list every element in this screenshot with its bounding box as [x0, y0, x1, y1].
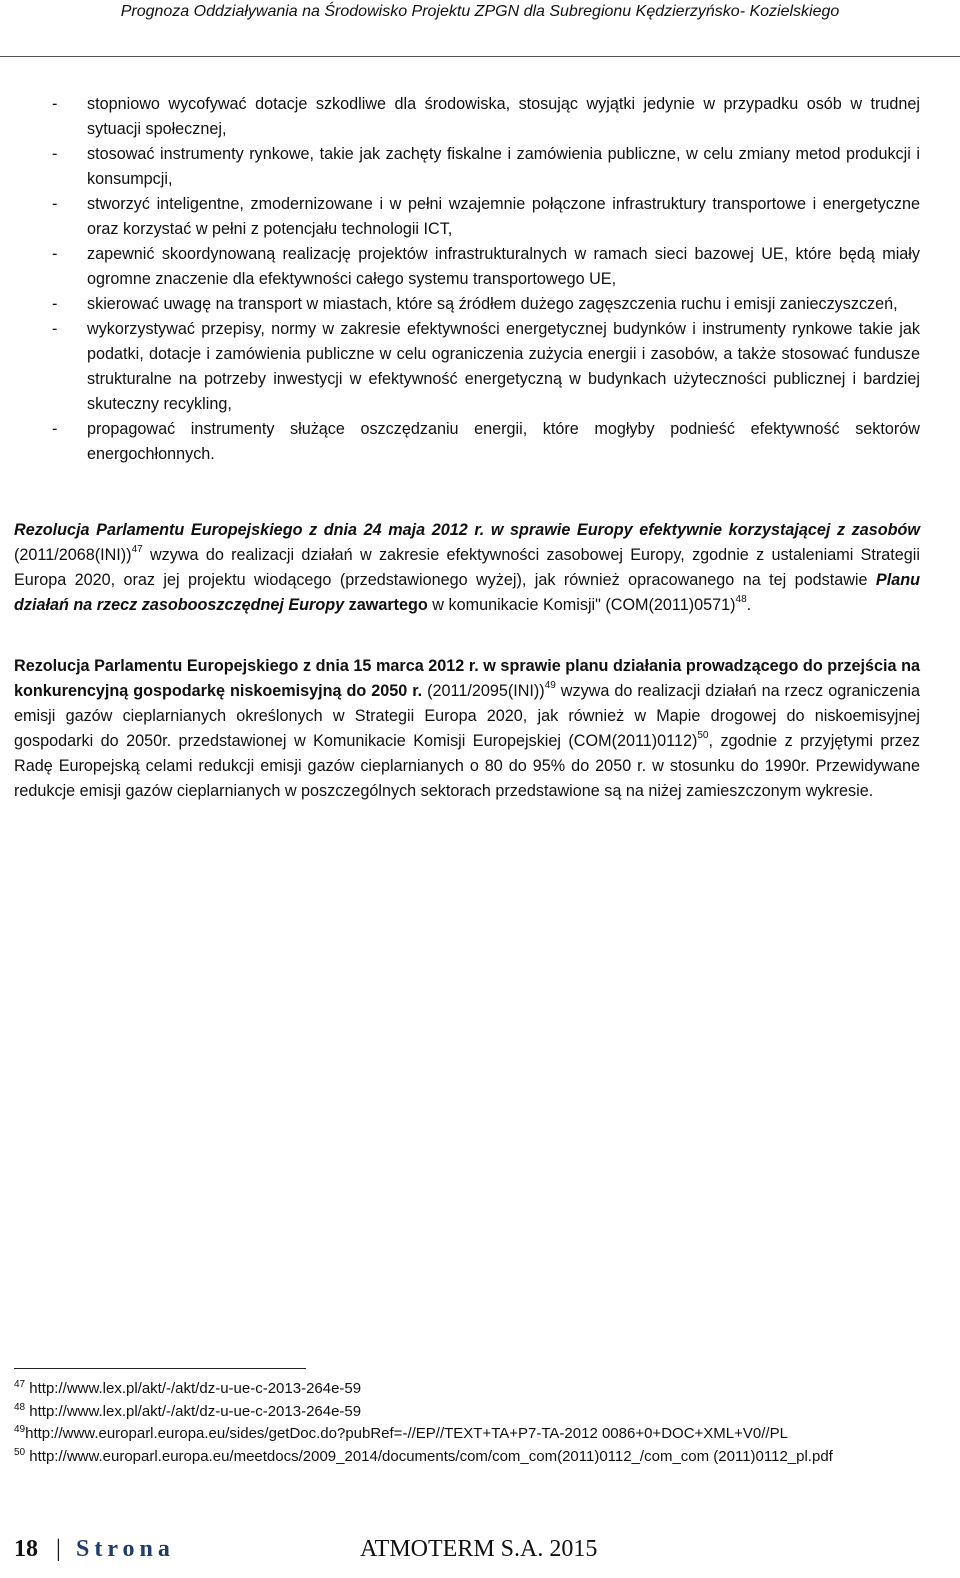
list-item: [14, 142, 920, 192]
list-dash: -: [52, 245, 58, 263]
bullet-list: [14, 92, 920, 467]
footnote: [14, 1401, 920, 1424]
list-dash: -: [52, 95, 58, 113]
resolution-ref: (2011/2068(INI)): [14, 546, 132, 564]
list-dash: -: [52, 320, 58, 338]
plan-title: Planu działań na rzecz zasobooszczędnej Europy: [14, 571, 920, 614]
list-item-text: propagować instrumenty służące oszczędzaniu energii, które mogłyby podnieść efektywność sektorów energochłonnych.: [87, 420, 920, 463]
footnote-number: 48: [14, 1401, 26, 1413]
footnotes: [14, 1378, 920, 1469]
list-dash: -: [52, 295, 58, 313]
footnote-separator: [14, 1368, 306, 1369]
resolution-title: Rezolucja Parlamentu Europejskiego z dnia 15 marca 2012 r. w sprawie planu działania prowadzącego do przejścia na konkurencyjną gospodarkę niskoemisyjną do 2050 r.: [14, 657, 920, 700]
page-number: 18: [14, 1536, 38, 1562]
footnote: [14, 1378, 920, 1401]
paragraph-resolution-2012-may: [14, 518, 920, 618]
paragraph-text: w komunikacie Komisji" (COM(2011)0571): [427, 596, 736, 614]
footnote-link[interactable]: http://www.europarl.europa.eu/meetdocs/2009_2014/documents/com/com_com(2011)0112_/com_com (2011)0112_pl.pdf: [25, 1448, 833, 1466]
list-item-text: wykorzystywać przepisy, normy w zakresie efektywności energetycznej budynków i instrumenty rynkowe takie jak podatki, dotacje i zamówienia publiczne w celu ograniczenia zużycia energii i zasobów, a także stosować fundusze strukturalne na potrzeby inwestycji w efektywność energetyczną w budynkach użyteczności publicznej i bardziej skuteczny recykling,: [87, 320, 920, 413]
footer-separator: |: [56, 1536, 61, 1562]
footnote-link[interactable]: http://www.lex.pl/akt/-/akt/dz-u-ue-c-2013-264e-59: [25, 1380, 362, 1397]
footnote-ref: 50: [697, 730, 709, 741]
list-item: [14, 417, 920, 467]
list-dash: -: [52, 195, 58, 213]
list-item: [14, 317, 920, 417]
company-name: ATMOTERM S.A. 2015: [360, 1536, 598, 1562]
list-item: [14, 92, 920, 142]
footnote-link[interactable]: http://www.lex.pl/akt/-/akt/dz-u-ue-c-2013-264e-59: [25, 1402, 362, 1420]
page-footer: [14, 1536, 944, 1570]
paragraph-text: wzywa do realizacji działań w zakresie efektywności zasobowej Europy, zgodnie z ustaleniami Strategii Europa 2020, oraz jej projektu wiodącego (przedstawionego wyżej), jak również opracowanego na tej podstawie: [14, 546, 920, 589]
list-item-text: skierować uwagę na transport w miastach, które są źródłem dużego zagęszczenia ruchu i emisji zanieczyszczeń,: [87, 295, 898, 313]
list-item: [14, 292, 920, 317]
list-item-text: stworzyć inteligentne, zmodernizowane i w pełni wzajemnie połączone infrastruktury transportowe i energetyczne oraz korzystać w pełni z potencjału technologii ICT,: [87, 195, 920, 238]
footnote: [14, 1446, 920, 1469]
list-dash: -: [52, 420, 58, 438]
page-header: [0, 0, 960, 57]
list-item: [14, 192, 920, 242]
footnote-number: 47: [14, 1379, 26, 1390]
footnote: [14, 1423, 920, 1446]
list-item-text: stopniowo wycofywać dotacje szkodliwe dla środowiska, stosując wyjątki jedynie w przypadku osób w trudnej sytuacji społecznej,: [87, 95, 920, 138]
paragraph-bold-text: zawartego: [344, 596, 428, 614]
footnote-ref: 48: [735, 594, 747, 605]
footnote-ref: 47: [131, 544, 143, 555]
header-title: Prognoza Oddziaływania na Środowisko Projektu ZPGN dla Subregionu Kędzierzyńsko- Kozielskiego: [120, 3, 840, 20]
footnote-link[interactable]: http://www.europarl.europa.eu/sides/getDoc.do?pubRef=-//EP//TEXT+TA+P7-TA-2012 0086+0+DOC+XML+V0//PL: [25, 1425, 788, 1443]
paragraph-resolution-2012-march: [14, 654, 920, 804]
footnote-number: 50: [14, 1447, 26, 1459]
resolution-ref: (2011/2095(INI)): [422, 682, 545, 700]
paragraph-text: , zgodnie z przyjętymi przez Radę Europejską celami redukcji emisji gazów cieplarnianych o 80 do 95% do 2050 r. w stosunku do 1990r. Przewidywane redukcje emisji gazów cieplarnianych w poszczególnych sektorach przedstawione są na niżej zamieszczonym wykresie.: [14, 732, 920, 800]
footnote-number: 49: [14, 1424, 26, 1436]
paragraph-text: wzywa do realizacji działań na rzecz ograniczenia emisji gazów cieplarnianych określonych w Strategii Europa 2020, jak również w Mapie drogowej do niskoemisyjnej gospodarki do 2050r. przedstawionej w Komunikacie Komisji Europejskiej (COM(2011)0112): [14, 682, 920, 750]
paragraph-text: .: [746, 596, 752, 614]
list-item: [14, 242, 920, 292]
resolution-title: Rezolucja Parlamentu Europejskiego z dnia 24 maja 2012 r. w sprawie Europy efektywnie korzystającej z zasobów: [14, 521, 920, 539]
page-label: Strona: [76, 1536, 175, 1562]
list-dash: -: [52, 145, 58, 163]
list-item-text: zapewnić skoordynowaną realizację projektów infrastrukturalnych w ramach sieci bazowej UE, które będą miały ogromne znaczenie dla efektywności całego systemu transportowego UE,: [87, 245, 920, 288]
list-item-text: stosować instrumenty rynkowe, takie jak zachęty fiskalne i zamówienia publiczne, w celu zmiany metod produkcji i konsumpcji,: [87, 145, 920, 188]
footnote-ref: 49: [544, 680, 556, 691]
